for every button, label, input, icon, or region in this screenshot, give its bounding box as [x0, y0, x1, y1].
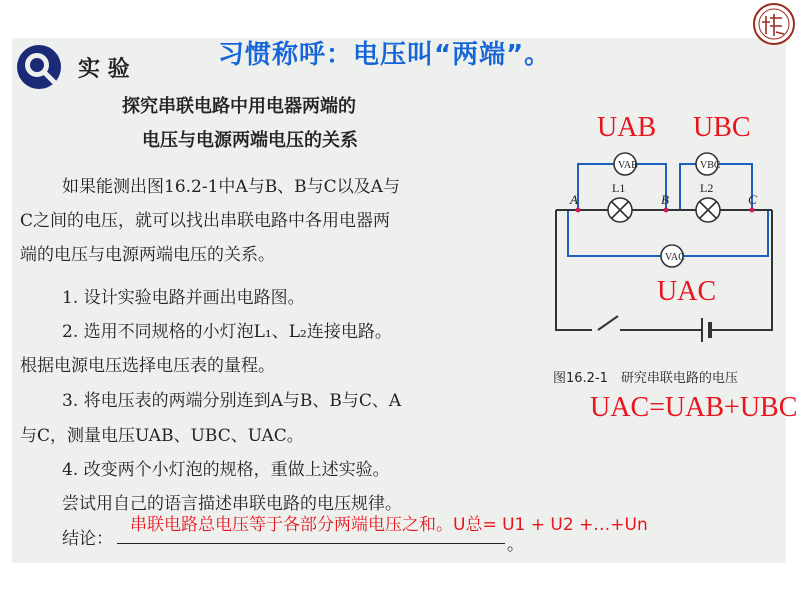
body-line: 根据电源电压选择电压表的量程。 — [20, 356, 275, 376]
answer-underline — [117, 543, 505, 544]
circuit-diagram — [540, 110, 790, 360]
conclusion-text: 串联电路总电压等于各部分两端电压之和。U总= U1 + U2 +…+Un — [130, 515, 648, 535]
magnifier-icon — [16, 44, 62, 90]
body-line: 结论： — [62, 529, 113, 549]
seal-logo — [752, 2, 796, 46]
label-ubc: UBC — [693, 112, 751, 143]
point-c: C — [748, 192, 757, 207]
body-line: 如果能测出图16.2-1中A与B、B与C以及A与 — [62, 177, 400, 197]
heading-line-2: 电压与电源两端电压的关系 — [142, 130, 358, 151]
body-line: 尝试用自己的语言描述串联电路的电压规律。 — [62, 494, 402, 514]
body-line: 1. 设计实验电路并画出电路图。 — [62, 288, 305, 308]
point-a: A — [570, 192, 578, 207]
period-mark: 。 — [507, 535, 524, 555]
lamp-l2: L2 — [700, 181, 714, 195]
meter-vac: VAC — [665, 252, 685, 263]
figure-caption: 图16.2-1 研究串联电路的电压 — [553, 371, 738, 386]
heading-line-1: 探究串联电路中用电器两端的 — [122, 96, 356, 117]
body-line: 端的电压与电源两端电压的关系。 — [20, 245, 275, 265]
lamp-l1: L1 — [612, 181, 626, 195]
section-label: 实 验 — [78, 57, 130, 82]
slide-title: 习惯称呼：电压叫“两端”。 — [218, 40, 552, 70]
body-line: C之间的电压，就可以找出串联电路中各用电器两 — [20, 211, 391, 231]
meter-vbc: VBC — [700, 160, 721, 171]
label-uab: UAB — [597, 112, 657, 143]
equation: UAC=UAB+UBC — [590, 392, 798, 423]
point-b: B — [661, 192, 669, 207]
body-line: 4. 改变两个小灯泡的规格，重做上述实验。 — [62, 460, 390, 480]
body-line: 2. 选用不同规格的小灯泡L₁、L₂连接电路。 — [62, 322, 392, 342]
body-line: 与C，测量电压UAB、UBC、UAC。 — [20, 426, 304, 446]
label-uac: UAC — [657, 276, 717, 307]
body-line: 3. 将电压表的两端分别连到A与B、B与C、A — [62, 391, 402, 411]
meter-vab: VAB — [618, 160, 638, 171]
